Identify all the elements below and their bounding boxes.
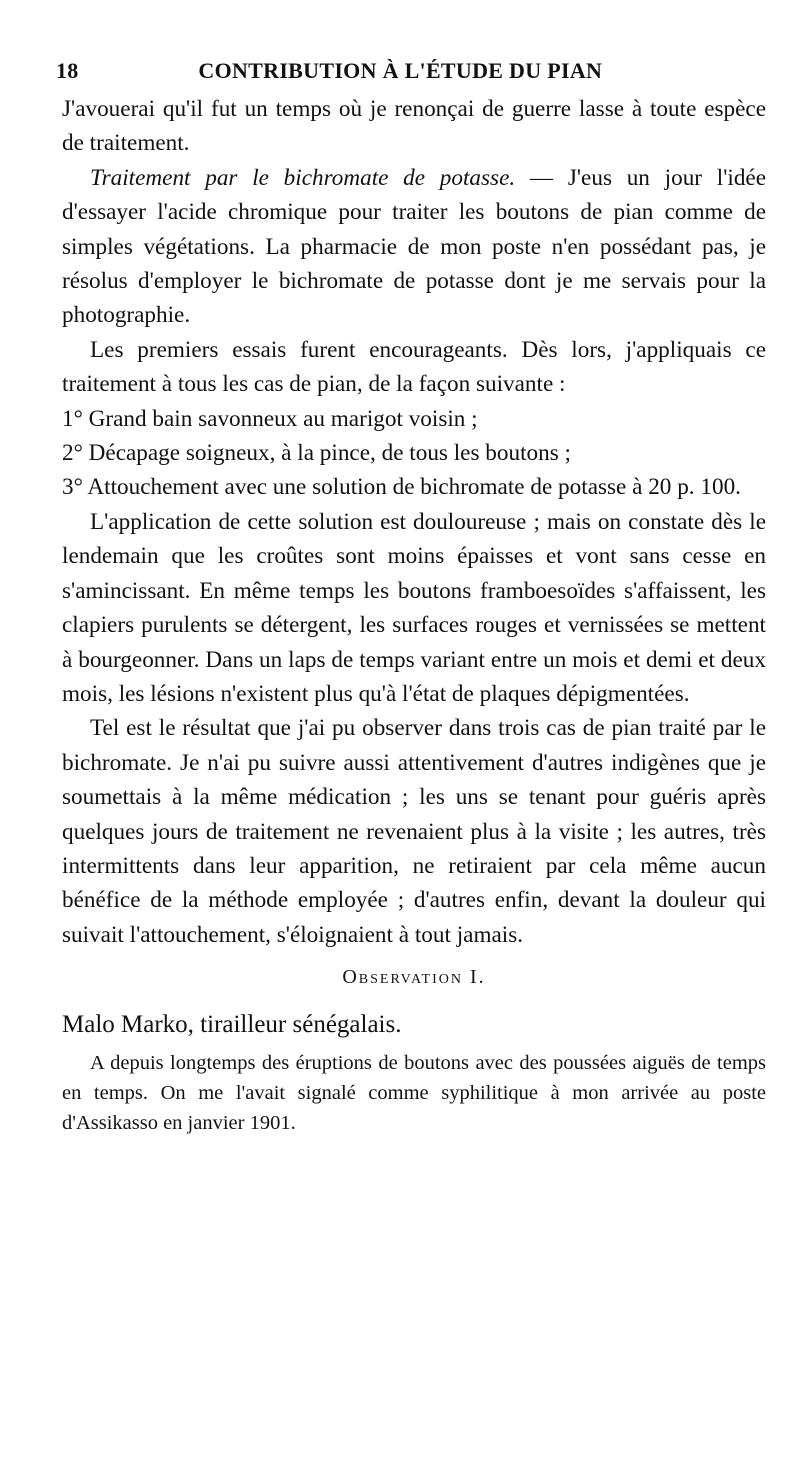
patient-name: Malo Marko, tirailleur sénégalais. [62, 1011, 402, 1039]
paragraph-4: L'application de cette solution est douloureuse ; mais on constate dès le lendemain que les croûtes sont moins épaisses et vont sans cesse en s'amincissant. En même temps les boutons framboesoïdes s'affaissent, les clapiers purulents se détergent, les surfaces rouges et vernissées se mettent à bourgeonner. Dans un laps de temps variant entre un mois et demi et deux mois, les lésions n'existent plus qu'à l'état de plaques dépigmentées. [62, 508, 766, 707]
observation-text-block [62, 1048, 766, 1138]
section-title-italic: Traitement par le bichromate de potasse. [90, 164, 516, 191]
paragraph-3: Les premiers essais furent encourageants. Dès lors, j'appliquais ce traitement à tous les cas de pian, de la façon suivante : [62, 336, 766, 398]
paragraph-2-text: J'eus un jour l'idée d'essayer l'acide chromique pour traiter les boutons de pian comme de simples végétations. La pharmacie de mon poste n'en possédant pas, je résolus d'employer le bichromate de potasse dont je me servais pour la photographie. [62, 164, 766, 329]
observation-heading [62, 966, 766, 1000]
document-page [56, 58, 766, 1138]
list-item-2: 2° Décapage soigneux, à la pince, de tous les boutons ; [62, 440, 571, 467]
observation-text: A depuis longtemps des éruptions de boutons avec des poussées aiguës de temps en temps. On me l'avait signalé comme syphilitique à mon arrivée au poste d'Assikasso en janvier 1901. [62, 1052, 766, 1135]
list-item-1: 1° Grand bain savonneux au marigot voisin ; [62, 405, 478, 432]
page-number: 18 [56, 58, 79, 83]
section-dash: — [515, 164, 568, 191]
main-text [62, 92, 766, 952]
paragraph-2 [62, 161, 766, 333]
running-title: CONTRIBUTION À L'ÉTUDE DU PIAN [198, 58, 603, 83]
list-item-3: 3° Attouchement avec une solution de bichromate de potasse à 20 p. 100. [62, 474, 741, 501]
paragraph-5: Tel est le résultat que j'ai pu observer dans trois cas de pian traité par le bichromate. Je n'ai pu suivre aussi attentivement d'autres indigènes que je soumettais à la même médication ; les uns se tenant pour guéris après quelques jours de traitement ne revenaient plus à la visite ; les autres, très intermittents dans leur apparition, ne retiraient par cela même aucun bénéfice de la méthode employée ; d'autres enfin, devant la douleur qui suivait l'attouchement, s'éloignaient à tout jamais. [62, 715, 766, 948]
page-header [56, 58, 766, 92]
observation-heading-text: Observation I. [342, 966, 486, 989]
paragraph-1: J'avouerai qu'il fut un temps où je renonçai de guerre lasse à toute espèce de traitement. [62, 96, 766, 157]
